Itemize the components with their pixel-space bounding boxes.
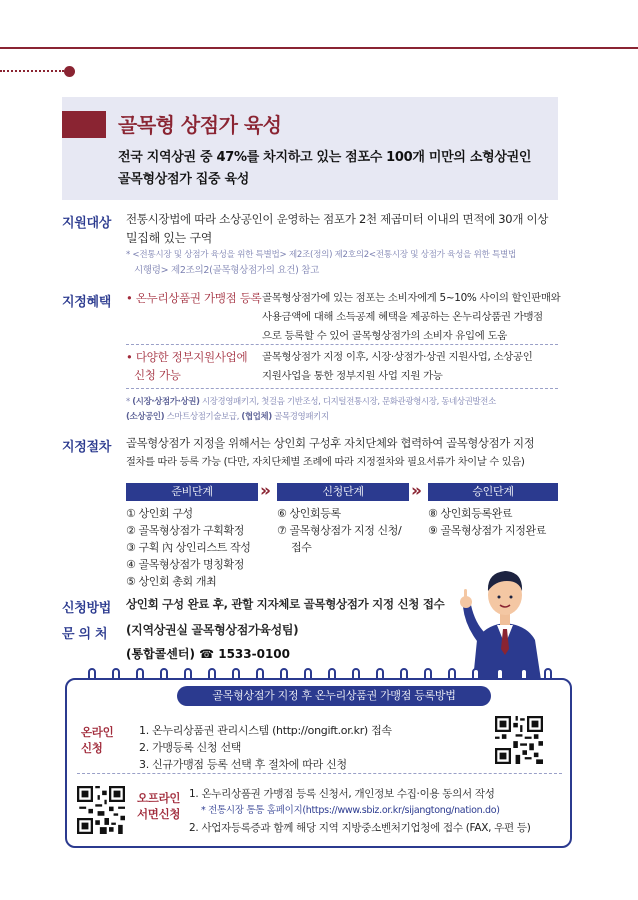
apply-label: 신청방법 [62, 601, 112, 616]
list-item: ⑨ 골목형상점가 지정완료 [428, 524, 546, 537]
registration-title: 골목형상점가 지정 후 온누리상품권 가맹점 등록방법 [177, 686, 491, 706]
benefit-key-1: • 온누리상품권 가맹점 등록 [126, 291, 262, 305]
registration-box [65, 678, 572, 848]
qr-code-icon[interactable] [77, 786, 125, 834]
contact-label: 문 의 처 [62, 627, 108, 642]
benefit-value-2-line2: 지원사업을 통한 정부지원 사업 지원 가능 [262, 370, 443, 382]
online-label [81, 724, 113, 756]
benefit-separator-2 [126, 388, 558, 389]
list-item: ⑥ 상인회등록 [277, 507, 341, 520]
target-note-line2: 시행령> 제2조의2(골목형상점가의 요건) 참고 [134, 265, 320, 276]
benefit-note-market: (시장·상점가·상권) [132, 396, 200, 406]
list-item: ② 골목형상점가 구획확정 [126, 524, 244, 537]
procedure-text-line1: 골목형상점가 지정을 위해서는 상인회 구성후 자치단체와 협력하여 골목형상점가 지정 [126, 437, 535, 450]
offline-step-1: 1. 온누리상품권 가맹점 등록 신청서, 개인정보 수집·이용 동의서 작성 [189, 788, 495, 800]
page-title: 골목형 상점가 육성 [118, 113, 282, 137]
step-approve: 승인단계 [428, 483, 558, 501]
contact-phone: (통합콜센터) ☎ 1533-0100 [126, 647, 291, 661]
list-item: 접수 [291, 541, 312, 554]
benefit-key-2 [126, 348, 247, 384]
list-item: ① 상인회 구성 [126, 507, 193, 520]
target-label: 지원대상 [62, 216, 112, 231]
list-item: ③ 구획 內 상인리스트 작성 [126, 541, 251, 554]
offline-step-1-note: * 전통시장 통통 홈페이지(https://www.sbiz.or.kr/sijangtong/nation.do) [201, 805, 500, 816]
target-text-line2: 밀집해 있는 구역 [126, 231, 213, 245]
registration-separator [77, 773, 562, 774]
step-apply-list [277, 505, 401, 556]
offline-label-line1: 오프라인 [137, 791, 181, 805]
benefit-value-1 [262, 289, 561, 346]
list-item: ⑦ 골목형상점가 지정 신청/ [277, 524, 402, 537]
benefit-value-2-line1: 골목형상점가 지정 이후, 시장·상점가·상권 지원사업, 소상공인 [262, 351, 533, 363]
benefit-note-line1 [126, 394, 566, 409]
chevron-right-icon: » [260, 481, 271, 501]
online-steps [139, 722, 392, 773]
benefit-note-market-text: 시장경영패키지, 첫걸음 기반조성, 디지털전통시장, 문화관광형시장, 동네상권발전소 [199, 396, 496, 406]
target-text [126, 210, 566, 248]
benefit-note-smallbiz-text: 스마트상점기술보급, [164, 411, 242, 421]
benefit-key-2-line2: 신청 가능 [134, 368, 181, 382]
benefit-row-1 [126, 289, 561, 345]
benefit-value-2 [262, 348, 558, 386]
benefit-note-coop-text: 골목경영패키지 [271, 411, 329, 421]
step-apply: 신청단계 [277, 483, 409, 501]
apply-text: 상인회 구성 완료 후, 관할 지자체로 골목형상점가 지정 신청 접수 [126, 597, 445, 611]
list-item: ⑧ 상인회등록완료 [428, 507, 513, 520]
offline-label-line2: 서면신청 [137, 807, 181, 821]
benefit-note [126, 394, 566, 424]
contact-team: (지역상권실 골목형상점가육성팀) [126, 623, 299, 637]
hero-desc-line1: 전국 지역상권 중 47%를 차지하고 있는 점포수 100개 미만의 소형상권인 [118, 150, 532, 165]
hero-description [118, 147, 548, 191]
hero-desc-line2: 골목형상점가 집중 육성 [118, 172, 250, 187]
benefit-value-1-line1: 골목형상점가에 있는 점포는 소비자에게 5~10% 사이의 할인판매와 [262, 292, 561, 304]
top-divider [0, 47, 638, 49]
hero-banner [62, 97, 558, 200]
benefit-value-1-line2: 사용금액에 대해 소득공제 혜택을 제공하는 온누리상품권 가맹점 [262, 311, 543, 323]
target-note [126, 248, 566, 278]
offline-step-2: 2. 사업자등록증과 함께 해당 지역 지방중소벤처기업청에 접수 (FAX, 우편 등) [189, 822, 531, 834]
businessman-illustration [455, 545, 555, 680]
procedure-text [126, 434, 566, 472]
step-prepare-list [126, 505, 250, 590]
benefit-separator [126, 344, 558, 345]
benefit-note-line2 [126, 409, 566, 424]
list-item: 1. 온누리상품권 관리시스템 (http://ongift.or.kr) 접속 [139, 724, 392, 737]
hero-accent-bar [62, 111, 106, 138]
offline-label [137, 790, 180, 822]
dotted-line-decoration [0, 70, 64, 72]
online-label-line1: 온라인 [81, 725, 114, 739]
benefit-note-star: * [126, 396, 133, 406]
list-item: ⑤ 상인회 총회 개최 [126, 575, 217, 588]
procedure-label: 지정절차 [62, 440, 112, 455]
list-item: 2. 가맹등록 신청 선택 [139, 741, 242, 754]
step-prepare: 준비단계 [126, 483, 258, 501]
online-label-line2: 신청 [81, 741, 103, 755]
dot-decoration [64, 66, 75, 77]
benefit-label: 지정혜택 [62, 295, 112, 310]
procedure-text-line2: 절차를 따라 등록 가능 (다만, 자치단체별 조례에 따라 지정절차와 필요서류가 차이날 수 있음) [126, 457, 525, 468]
benefit-value-1-line3: 으로 등록할 수 있어 골목형상점가의 소비자 유입에 도움 [262, 330, 507, 342]
step-approve-list [428, 505, 546, 539]
benefit-note-smallbiz: (소상공인) [126, 411, 165, 421]
qr-code-icon[interactable] [495, 716, 543, 764]
target-note-line1: * <전통시장 및 상점가 육성을 위한 특별법> 제2조(정의) 제2호의2<전통시장 및 상점가 육성을 위한 특별법 [126, 250, 516, 260]
list-item: 3. 신규가맹점 등록 선택 후 절차에 따라 신청 [139, 758, 347, 771]
benefit-row-2 [126, 348, 558, 388]
benefit-key-2-line1: • 다양한 정부지원사업에 [126, 350, 248, 364]
chevron-right-icon: » [411, 481, 422, 501]
target-text-line1: 전통시장법에 따라 소상공인이 운영하는 점포가 2천 제곱미터 이내의 면적에 30개 이상 [126, 212, 549, 226]
list-item: ④ 골목형상점가 명칭확정 [126, 558, 244, 571]
benefit-note-coop: (협업체) [241, 411, 272, 421]
